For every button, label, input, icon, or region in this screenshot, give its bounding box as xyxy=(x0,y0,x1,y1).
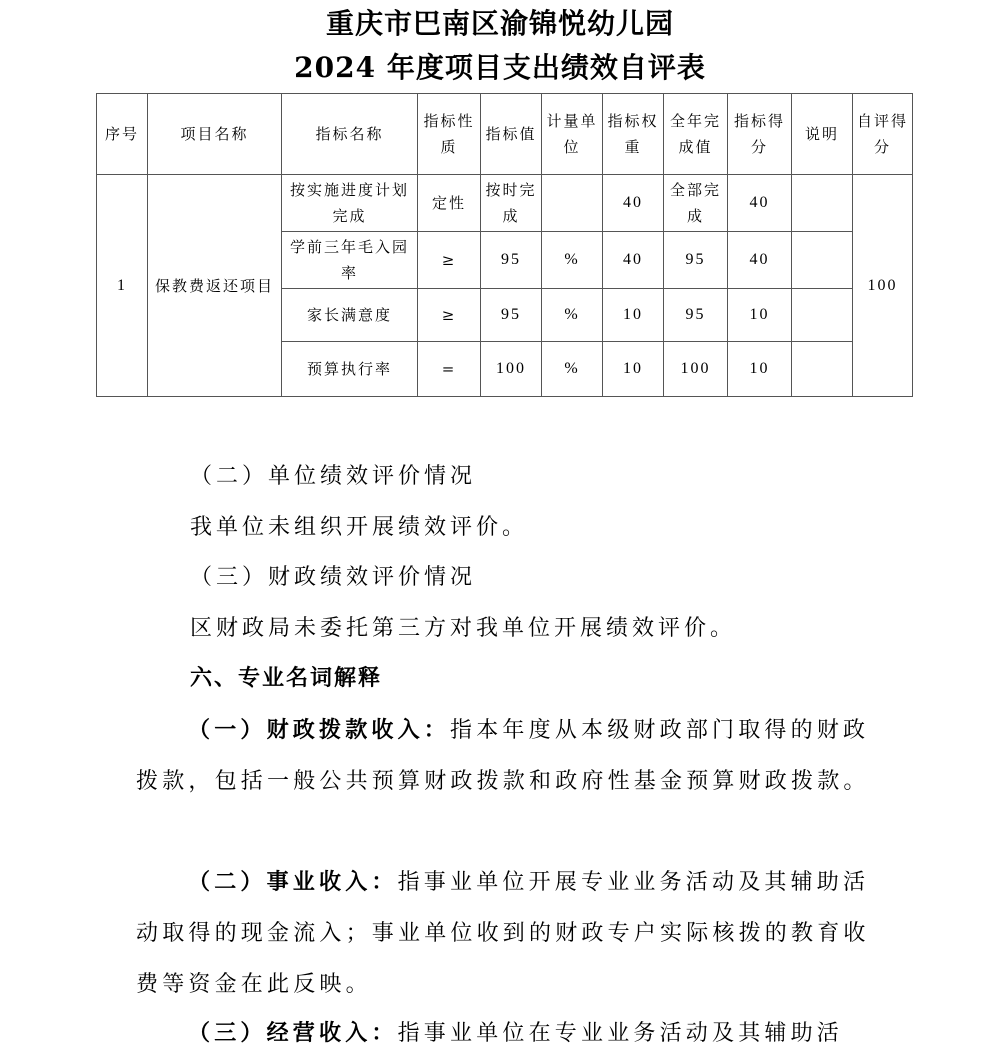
indicator-weight: 40 xyxy=(603,175,664,232)
document-title: 重庆市巴南区渝锦悦幼儿园 xyxy=(325,7,674,40)
definition-item xyxy=(136,857,876,1010)
definition-item xyxy=(136,705,876,807)
indicator-score: 40 xyxy=(728,232,792,289)
indicator-score: 10 xyxy=(728,342,792,397)
indicator-actual: 95 xyxy=(664,232,728,289)
definition-term: （一）财政拨款收入： xyxy=(188,717,451,743)
indicator-nature: ≥ xyxy=(418,289,481,342)
indicator-weight: 40 xyxy=(603,232,664,289)
header-actual: 全年完成值 xyxy=(664,94,728,175)
fiscal-eval-heading: （三）财政绩效评价情况 xyxy=(190,565,477,590)
indicator-score: 40 xyxy=(728,175,792,232)
definition-text: 指事业单位开展专业业务活动及其辅助活动取得的现金流入；事业单位收到的财政专户实际核拨的教育收费等资金在此反映。 xyxy=(136,870,870,997)
header-indicator-name: 指标名称 xyxy=(282,94,418,175)
indicator-value: 95 xyxy=(481,289,542,342)
fiscal-eval-text: 区财政局未委托第三方对我单位开展绩效评价。 xyxy=(190,616,737,641)
indicator-weight: 10 xyxy=(603,342,664,397)
header-unit: 计量单位 xyxy=(542,94,603,175)
header-project-name: 项目名称 xyxy=(148,94,282,175)
project-name: 保教费返还项目 xyxy=(148,175,282,397)
indicator-unit: % xyxy=(542,289,603,342)
indicator-nature: 定性 xyxy=(418,175,481,232)
indicator-unit: % xyxy=(542,232,603,289)
indicator-note xyxy=(792,175,853,232)
header-indicator-value: 指标值 xyxy=(481,94,542,175)
definition-text: 指事业单位在专业业务活动及其辅助活 xyxy=(397,1021,844,1046)
table-row xyxy=(97,175,913,232)
indicator-name: 学前三年毛入园率 xyxy=(282,232,418,289)
table-header-row xyxy=(97,94,913,175)
definition-item xyxy=(136,1008,876,1059)
indicator-note xyxy=(792,289,853,342)
unit-eval-heading: （二）单位绩效评价情况 xyxy=(190,464,477,489)
indicator-nature: ≥ xyxy=(418,232,481,289)
document-subtitle: 2024 年度项目支出绩效自评表 xyxy=(294,51,706,84)
indicator-name: 预算执行率 xyxy=(282,342,418,397)
indicator-value: 95 xyxy=(481,232,542,289)
definition-term: （二）事业收入： xyxy=(188,869,398,895)
unit-eval-text: 我单位未组织开展绩效评价。 xyxy=(190,515,529,540)
indicator-name: 家长满意度 xyxy=(282,289,418,342)
definition-text: 指本年度从本级财政部门取得的财政拨款，包括一般公共预算财政拨款和政府性基金预算财政拨款。 xyxy=(136,718,870,794)
definition-term: （三）经营收入： xyxy=(188,1020,398,1046)
self-score: 100 xyxy=(853,175,913,397)
indicator-unit: % xyxy=(542,342,603,397)
indicator-actual: 100 xyxy=(664,342,728,397)
project-index: 1 xyxy=(97,175,148,397)
indicator-actual: 全部完成 xyxy=(664,175,728,232)
header-index: 序号 xyxy=(97,94,148,175)
indicator-actual: 95 xyxy=(664,289,728,342)
header-weight: 指标权重 xyxy=(603,94,664,175)
header-score: 指标得分 xyxy=(728,94,792,175)
glossary-heading: 六、专业名词解释 xyxy=(190,666,383,691)
performance-table xyxy=(96,93,913,397)
indicator-weight: 10 xyxy=(603,289,664,342)
indicator-name: 按实施进度计划完成 xyxy=(282,175,418,232)
header-self-score: 自评得分 xyxy=(853,94,913,175)
header-indicator-nature: 指标性质 xyxy=(418,94,481,175)
header-note: 说明 xyxy=(792,94,853,175)
indicator-score: 10 xyxy=(728,289,792,342)
indicator-note xyxy=(792,232,853,289)
indicator-value: 100 xyxy=(481,342,542,397)
indicator-value: 按时完成 xyxy=(481,175,542,232)
indicator-note xyxy=(792,342,853,397)
indicator-nature: = xyxy=(418,342,481,397)
indicator-unit xyxy=(542,175,603,232)
